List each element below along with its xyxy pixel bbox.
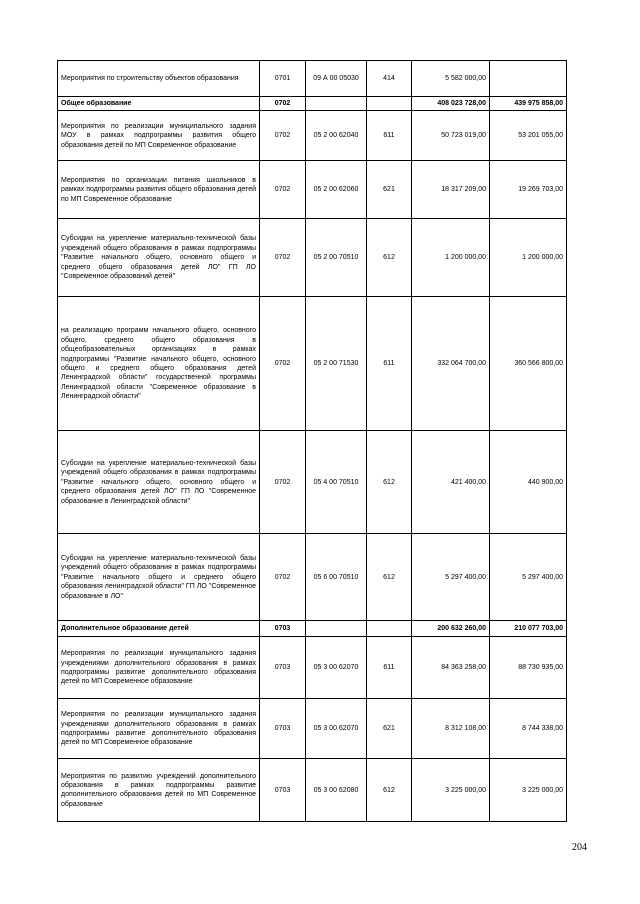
cell-sum1: 421 400,00 [412,431,490,534]
cell-target: 05 6 00 70510 [306,534,367,621]
cell-sum1: 50 723 019,00 [412,111,490,161]
cell-target [306,97,367,111]
cell-section: 0702 [260,219,306,297]
cell-type: 612 [367,219,412,297]
table-row [58,61,567,97]
cell-target: 05 3 00 62070 [306,637,367,699]
cell-section: 0703 [260,637,306,699]
cell-section: 0703 [260,621,306,637]
cell-name: Субсидии на укрепление материально-технической базы учреждений общего образования в рамках подпрограммы "Развитие начального общего и среднего общего образования ленинградской области" ГП ЛО "Современное образование в ЛО" [58,534,260,621]
cell-name: Общее образование [58,97,260,111]
cell-sum2: 8 744 338,00 [490,699,567,759]
table-row [58,699,567,759]
cell-sum2: 19 269 703,00 [490,161,567,219]
cell-type: 612 [367,431,412,534]
cell-name: на реализацию программ начального общего, основного общего, среднего общего образования в общеобразовательных организациях в рамках подпрограммы "Развитие начального общего, основного общего и среднего общего образования детей Ленинградской области" государственной программы Ленинградской области "Современное образование в Ленинградской области" [58,297,260,431]
cell-sum1: 84 363 258,00 [412,637,490,699]
cell-section: 0702 [260,297,306,431]
table-section-row [58,97,567,111]
cell-target: 05 2 00 62060 [306,161,367,219]
cell-sum2 [490,61,567,97]
budget-table [57,60,567,822]
table-row [58,534,567,621]
cell-type: 612 [367,759,412,822]
cell-name: Мероприятия по организации питания школьников в рамках подпрограммы развития общего образования детей по МП Современное образование [58,161,260,219]
cell-type: 414 [367,61,412,97]
cell-section: 0702 [260,534,306,621]
cell-target: 05 2 00 70510 [306,219,367,297]
cell-sum1: 408 023 728,00 [412,97,490,111]
cell-section: 0703 [260,699,306,759]
table-row [58,297,567,431]
cell-target: 05 2 00 71530 [306,297,367,431]
cell-type: 611 [367,297,412,431]
cell-sum1: 332 064 700,00 [412,297,490,431]
cell-target: 05 3 00 62080 [306,759,367,822]
cell-sum1: 5 582 000,00 [412,61,490,97]
cell-sum1: 3 225 000,00 [412,759,490,822]
table-row [58,431,567,534]
cell-name: Субсидии на укрепление материально-технической базы учреждений общего образования в рамках подпрограммы "Развитие начального общего, основного общего и среднего общего образования детей ЛО" ГП ЛО "Современное образований детей" [58,219,260,297]
cell-section: 0702 [260,431,306,534]
table-row [58,219,567,297]
cell-target: 05 2 00 62040 [306,111,367,161]
cell-sum2: 3 225 000,00 [490,759,567,822]
cell-sum1: 200 632 260,00 [412,621,490,637]
table-row [58,111,567,161]
cell-name: Субсидии на укрепление материально-технической базы учреждений общего образования в рамках подпрограммы "Развитие начального общего, основного общего и среднего образования детей ЛО" ГП ЛО "Современное образование в Ленинградской области" [58,431,260,534]
cell-type: 612 [367,534,412,621]
cell-section: 0702 [260,97,306,111]
cell-type [367,97,412,111]
cell-sum1: 1 200 000,00 [412,219,490,297]
cell-section: 0703 [260,759,306,822]
table-row [58,161,567,219]
table-row [58,637,567,699]
page-number: 204 [572,842,587,853]
cell-sum2: 440 900,00 [490,431,567,534]
table-section-row [58,621,567,637]
cell-name: Мероприятия по реализации муниципального задания учреждениями дополнительного образования в рамках подпрограммы развитие дополнительного образования детей по МП Современное образование [58,699,260,759]
cell-target: 05 3 00 62070 [306,699,367,759]
cell-sum2: 88 730 935,00 [490,637,567,699]
cell-type [367,621,412,637]
cell-sum2: 210 077 703,00 [490,621,567,637]
table-row [58,759,567,822]
cell-section: 0702 [260,161,306,219]
cell-type: 611 [367,637,412,699]
cell-section: 0702 [260,111,306,161]
cell-name: Мероприятия по реализации муниципального задания учреждениями дополнительного образования в рамках подпрограммы развитие дополнительного образования детей по МП Современное образование [58,637,260,699]
cell-sum1: 8 312 108,00 [412,699,490,759]
cell-section: 0701 [260,61,306,97]
cell-type: 611 [367,111,412,161]
cell-target: 09 А 00 05030 [306,61,367,97]
cell-sum2: 1 200 000,00 [490,219,567,297]
cell-target [306,621,367,637]
cell-name: Мероприятия по реализации муниципального задания МОУ в рамках подпрограммы развития общего образования детей по МП Современное образование [58,111,260,161]
cell-sum1: 5 297 400,00 [412,534,490,621]
cell-name: Мероприятия по строительству объектов образования [58,61,260,97]
cell-target: 05 4 00 70510 [306,431,367,534]
cell-type: 621 [367,161,412,219]
cell-sum2: 53 201 055,00 [490,111,567,161]
cell-name: Мероприятия по развитию учреждений дополнительного образования в рамках подпрограммы развитие дополнительного образования детей по МП Современное образование [58,759,260,822]
cell-type: 621 [367,699,412,759]
cell-sum2: 360 566 800,00 [490,297,567,431]
cell-sum2: 5 297 400,00 [490,534,567,621]
cell-sum2: 439 975 858,00 [490,97,567,111]
table-body [58,61,567,822]
cell-name: Дополнительное образование детей [58,621,260,637]
cell-sum1: 18 317 209,00 [412,161,490,219]
